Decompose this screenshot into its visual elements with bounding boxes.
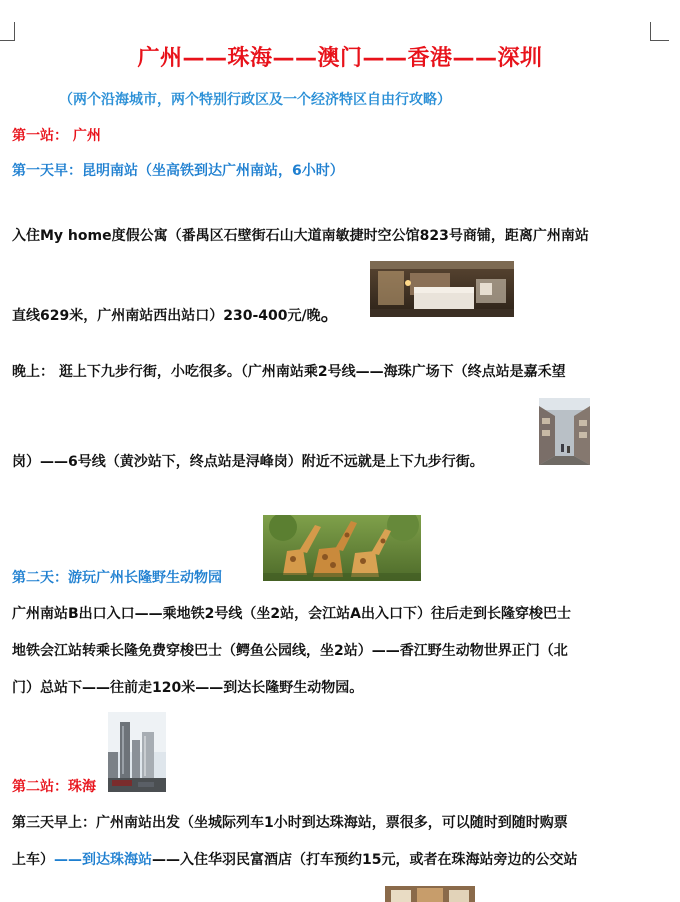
hotel-line-1: 入住My home度假公寓（番禺区石壁街石山大道南敏捷时空公馆823号商铺，距离广州南站 — [12, 228, 589, 244]
day3-line-2-part-c: ——入住华羽民富酒店（打车预约15元，或者在珠海站旁边的公交站 — [152, 852, 578, 868]
day2-line-2: 地铁会江站转乘长隆免费穿梭巴士（鳄鱼公园线，坐2站）——香江野生动物世界正门（北 — [12, 643, 568, 659]
evening-line-1: 晚上： 逛上下九步行街，小吃很多。（广州南站乘2号线——海珠广场下（终点站是嘉禾望 — [12, 364, 566, 380]
hotel-lobby-photo — [385, 886, 475, 902]
day2-heading: 第二天：游玩广州长隆野生动物园 — [12, 570, 222, 586]
day2-line-3: 门）总站下——往前走120米——到达长隆野生动物园。 — [12, 680, 364, 696]
hotel-line-2-period: 。 — [320, 301, 341, 325]
city-skyline-photo — [108, 712, 166, 792]
day3-line-1: 第三天早上：广州南站出发（坐城际列车1小时到达珠海站，票很多，可以随时到随时购票 — [12, 815, 568, 831]
hotel-line-2 — [12, 303, 341, 326]
hotel-room-photo — [370, 261, 514, 317]
page-title: 广州——珠海——澳门——香港——深圳 — [137, 46, 543, 71]
evening-line-2: 岗）——6号线（黄沙站下，终点站是浔峰岗）附近不远就是上下九步行街。 — [12, 454, 484, 470]
day3-line-2 — [12, 850, 577, 870]
street-photo — [539, 398, 590, 465]
stop1-label: 第一站： 广州 — [12, 128, 101, 144]
day3-line-2-part-a: 上车） — [12, 852, 54, 868]
stop2-label: 第二站：珠海 — [12, 779, 96, 795]
giraffe-photo — [263, 515, 421, 581]
day2-line-1: 广州南站B出口入口——乘地铁2号线（坐2站，会江站A出入口下）往后走到长隆穿梭巴士 — [12, 606, 571, 622]
crop-mark-left — [0, 22, 15, 41]
page-subtitle: （两个沿海城市，两个特别行政区及一个经济特区自由行攻略） — [59, 92, 451, 108]
day3-line-2-link: ——到达珠海站 — [54, 852, 152, 868]
hotel-line-2-text: 直线629米，广州南站西出站口）230-400元/晚 — [12, 308, 321, 324]
day1-heading: 第一天早：昆明南站（坐高铁到达广州南站，6小时） — [12, 163, 344, 179]
crop-mark-right — [650, 22, 669, 41]
